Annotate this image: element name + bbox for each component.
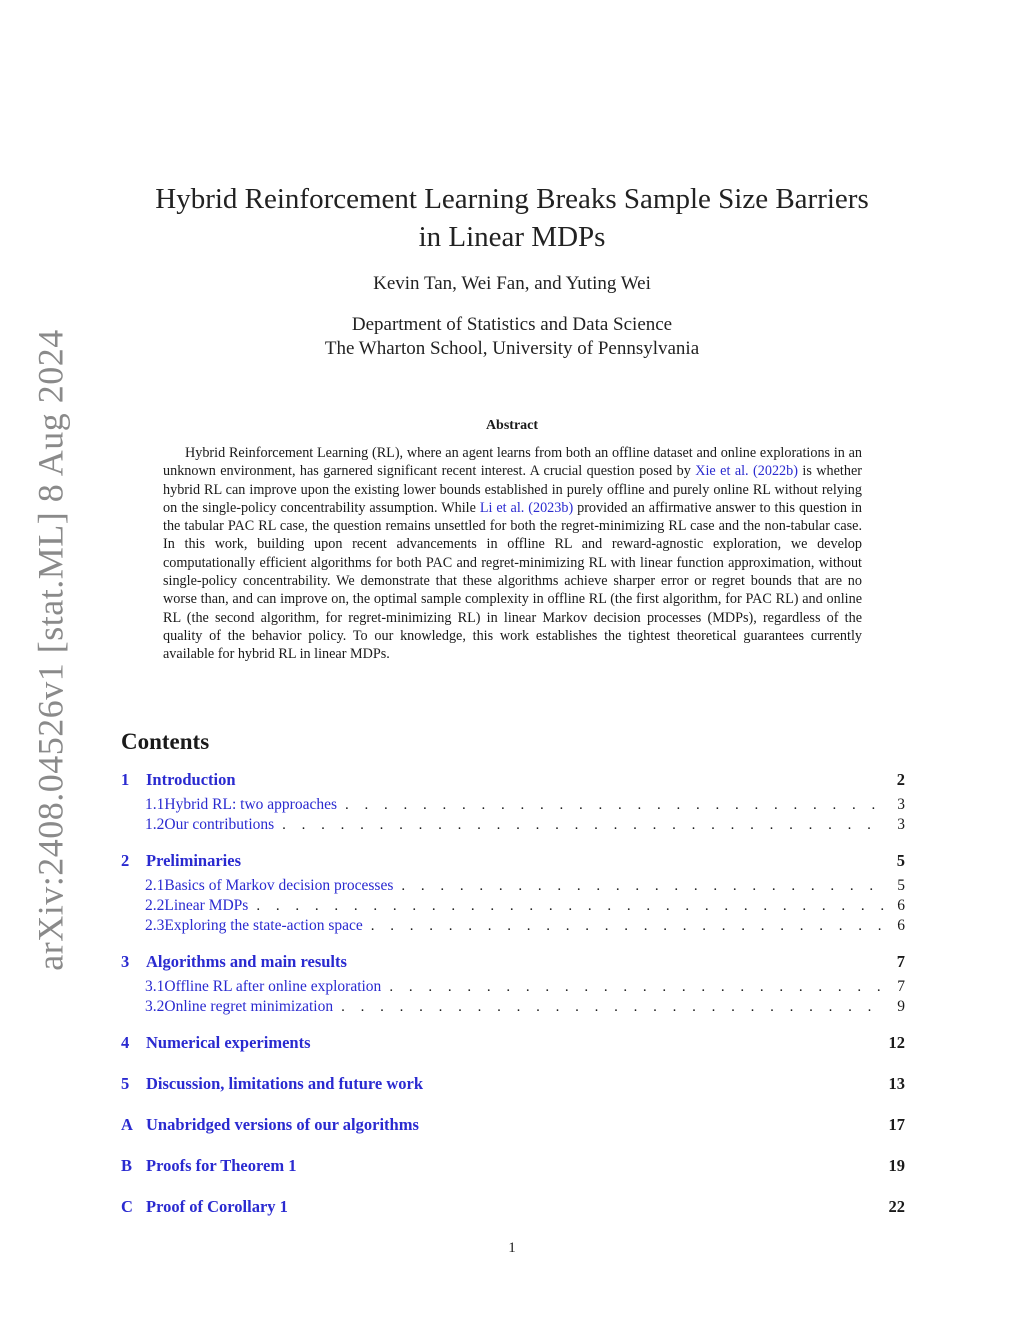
toc-section-number: A xyxy=(121,1115,133,1134)
affiliation-department: Department of Statistics and Data Science xyxy=(351,314,673,335)
page-number: 1 xyxy=(508,1240,516,1256)
toc-dot-leader xyxy=(248,898,885,915)
citation-author: Li et al. xyxy=(479,499,525,516)
toc-subsection-title[interactable]: Offline RL after online exploration xyxy=(164,978,382,995)
toc-dot-leader xyxy=(393,878,885,895)
toc-section xyxy=(121,851,905,937)
toc-dot-leader xyxy=(333,999,885,1016)
toc-page-number[interactable]: 13 xyxy=(888,1074,905,1093)
toc-entry-section[interactable] xyxy=(121,1156,905,1182)
abstract-text-2: is whether hybrid RL can improve upon the existing lower bounds established in purely offline and purely online RL without relying on the single-policy concentrability assumption. While xyxy=(163,463,862,516)
toc-subsection-number: 2.3 xyxy=(145,917,165,934)
toc-subsection-title[interactable]: Hybrid RL: two approaches xyxy=(164,796,337,813)
toc-dot-leader xyxy=(337,797,885,814)
toc-subsection-number: 3.2 xyxy=(145,998,165,1015)
toc-section xyxy=(121,1156,905,1182)
toc-entry-subsection[interactable] xyxy=(121,877,905,897)
abstract-text-3: provided an affirmative answer to this question in the tabular PAC RL case, the question remains unsettled for both the regret-minimizing RL case and the non-tabular case. In this work, building upon recent advancements in offline RL and reward-agnostic exploration, we develop computationally efficient algorithms for both PAC and regret-minimizing RL with linear function approximation, without single-policy concentrability. We demonstrate that these algorithms achieve sharper error or regret bounds that are no worse than, and can improve on, the optimal sample complexity in offline RL (the first algorithm, for PAC RL) and online RL (the second algorithm, for regret-minimizing RL) in linear Markov decision processes (MDPs), regardless of the quality of the behavior policy. To our knowledge, this work establishes the tightest theoretical guarantees currently available for hybrid RL in linear MDPs. xyxy=(163,499,862,663)
toc-section-title[interactable]: Discussion, limitations and future work xyxy=(146,1074,424,1093)
toc-page-number[interactable]: 7 xyxy=(896,952,905,971)
toc-page-number[interactable]: 22 xyxy=(888,1197,905,1216)
affiliation-school: The Wharton School, University of Pennsylvania xyxy=(324,338,700,359)
toc-section-number: 1 xyxy=(121,770,130,789)
toc-subsection-number: 1.2 xyxy=(145,816,165,833)
toc-entry-section[interactable] xyxy=(121,1074,905,1100)
toc-subsection-title[interactable]: Basics of Markov decision processes xyxy=(164,877,394,894)
toc-page-number[interactable]: 2 xyxy=(896,770,905,789)
toc-section-title[interactable]: Proofs for Theorem 1 xyxy=(146,1156,297,1175)
affiliation xyxy=(120,313,904,361)
toc-page-number[interactable]: 3 xyxy=(897,816,905,833)
paper-title xyxy=(120,180,904,256)
citation-link-xie[interactable]: Xie et al. (2022b) xyxy=(695,463,798,480)
toc-subsection-number: 3.1 xyxy=(145,978,165,995)
citation-link-li[interactable]: Li et al. (2023b) xyxy=(479,499,574,516)
toc-section-title[interactable]: Numerical experiments xyxy=(146,1033,311,1052)
title-line-1: Hybrid Reinforcement Learning Breaks Sample Size Barriers xyxy=(155,183,869,215)
arxiv-identifier-stamp xyxy=(16,329,86,971)
toc-dot-leader xyxy=(363,918,885,935)
toc-section-title[interactable]: Introduction xyxy=(146,770,236,789)
toc-page-number[interactable]: 3 xyxy=(897,796,905,813)
toc-section-number: 3 xyxy=(121,952,130,971)
toc-page-number[interactable]: 6 xyxy=(897,917,905,934)
toc-page-number[interactable]: 12 xyxy=(888,1033,905,1052)
toc-section-title[interactable]: Preliminaries xyxy=(146,851,242,870)
toc-entry-subsection[interactable] xyxy=(121,816,905,836)
toc-dot-leader xyxy=(274,817,885,834)
toc-subsection-title[interactable]: Online regret minimization xyxy=(164,998,334,1015)
toc-subsection-title[interactable]: Linear MDPs xyxy=(164,897,249,914)
toc-page-number[interactable]: 9 xyxy=(897,998,905,1015)
toc-entry-section[interactable] xyxy=(121,851,905,877)
toc-page-number[interactable]: 5 xyxy=(897,877,905,894)
toc-section-number: 5 xyxy=(121,1074,130,1093)
toc-page-number[interactable]: 19 xyxy=(888,1156,905,1175)
toc-subsection-number: 1.1 xyxy=(145,796,165,813)
toc-entry-section[interactable] xyxy=(121,770,905,796)
toc-section xyxy=(121,1074,905,1100)
toc-entry-subsection[interactable] xyxy=(121,917,905,937)
toc-dot-leader xyxy=(381,979,885,996)
table-of-contents xyxy=(121,770,905,1238)
contents-heading: Contents xyxy=(121,729,210,754)
toc-subsection-title[interactable]: Exploring the state-action space xyxy=(164,917,363,934)
toc-section xyxy=(121,1115,905,1141)
toc-section xyxy=(121,952,905,1018)
citation-year: 2022b xyxy=(757,463,794,480)
toc-section xyxy=(121,770,905,836)
toc-entry-section[interactable] xyxy=(121,1033,905,1059)
toc-entry-section[interactable] xyxy=(121,952,905,978)
toc-subsection-number: 2.2 xyxy=(145,897,165,914)
title-line-2: in Linear MDPs xyxy=(418,221,606,253)
toc-page-number[interactable]: 7 xyxy=(897,978,905,995)
toc-section-title[interactable]: Algorithms and main results xyxy=(146,952,347,971)
toc-page-number[interactable]: 6 xyxy=(897,897,905,914)
toc-section xyxy=(121,1033,905,1059)
abstract-text-1: Hybrid Reinforcement Learning (RL), where an agent learns from both an offline dataset and online explorations in an unknown environment, has garnered significant recent interest. A crucial question posed by xyxy=(163,445,862,480)
toc-section-number: C xyxy=(121,1197,133,1216)
toc-entry-subsection[interactable] xyxy=(121,796,905,816)
toc-page-number[interactable]: 5 xyxy=(896,851,905,870)
toc-section-title[interactable]: Unabridged versions of our algorithms xyxy=(146,1115,419,1134)
toc-section-number: 4 xyxy=(121,1033,130,1052)
toc-entry-subsection[interactable] xyxy=(121,897,905,917)
arxiv-stamp-text: arXiv:2408.04526v1 [stat.ML] 8 Aug 2024 xyxy=(31,329,72,971)
toc-entry-section[interactable] xyxy=(121,1197,905,1223)
toc-entry-subsection[interactable] xyxy=(121,978,905,998)
toc-entry-subsection[interactable] xyxy=(121,998,905,1018)
toc-entry-section[interactable] xyxy=(121,1115,905,1141)
citation-author: Xie et al. xyxy=(695,463,749,480)
toc-section-number: 2 xyxy=(121,851,130,870)
abstract-body xyxy=(163,444,862,664)
author-list: Kevin Tan, Wei Fan, and Yuting Wei xyxy=(373,273,651,294)
citation-year: 2023b xyxy=(532,499,569,516)
toc-subsection-title[interactable]: Our contributions xyxy=(164,816,275,833)
toc-section-title[interactable]: Proof of Corollary 1 xyxy=(146,1197,288,1216)
toc-section xyxy=(121,1197,905,1223)
toc-subsection-number: 2.1 xyxy=(145,877,165,894)
toc-section-number: B xyxy=(121,1156,133,1175)
toc-page-number[interactable]: 17 xyxy=(888,1115,905,1134)
abstract-heading: Abstract xyxy=(485,418,539,433)
